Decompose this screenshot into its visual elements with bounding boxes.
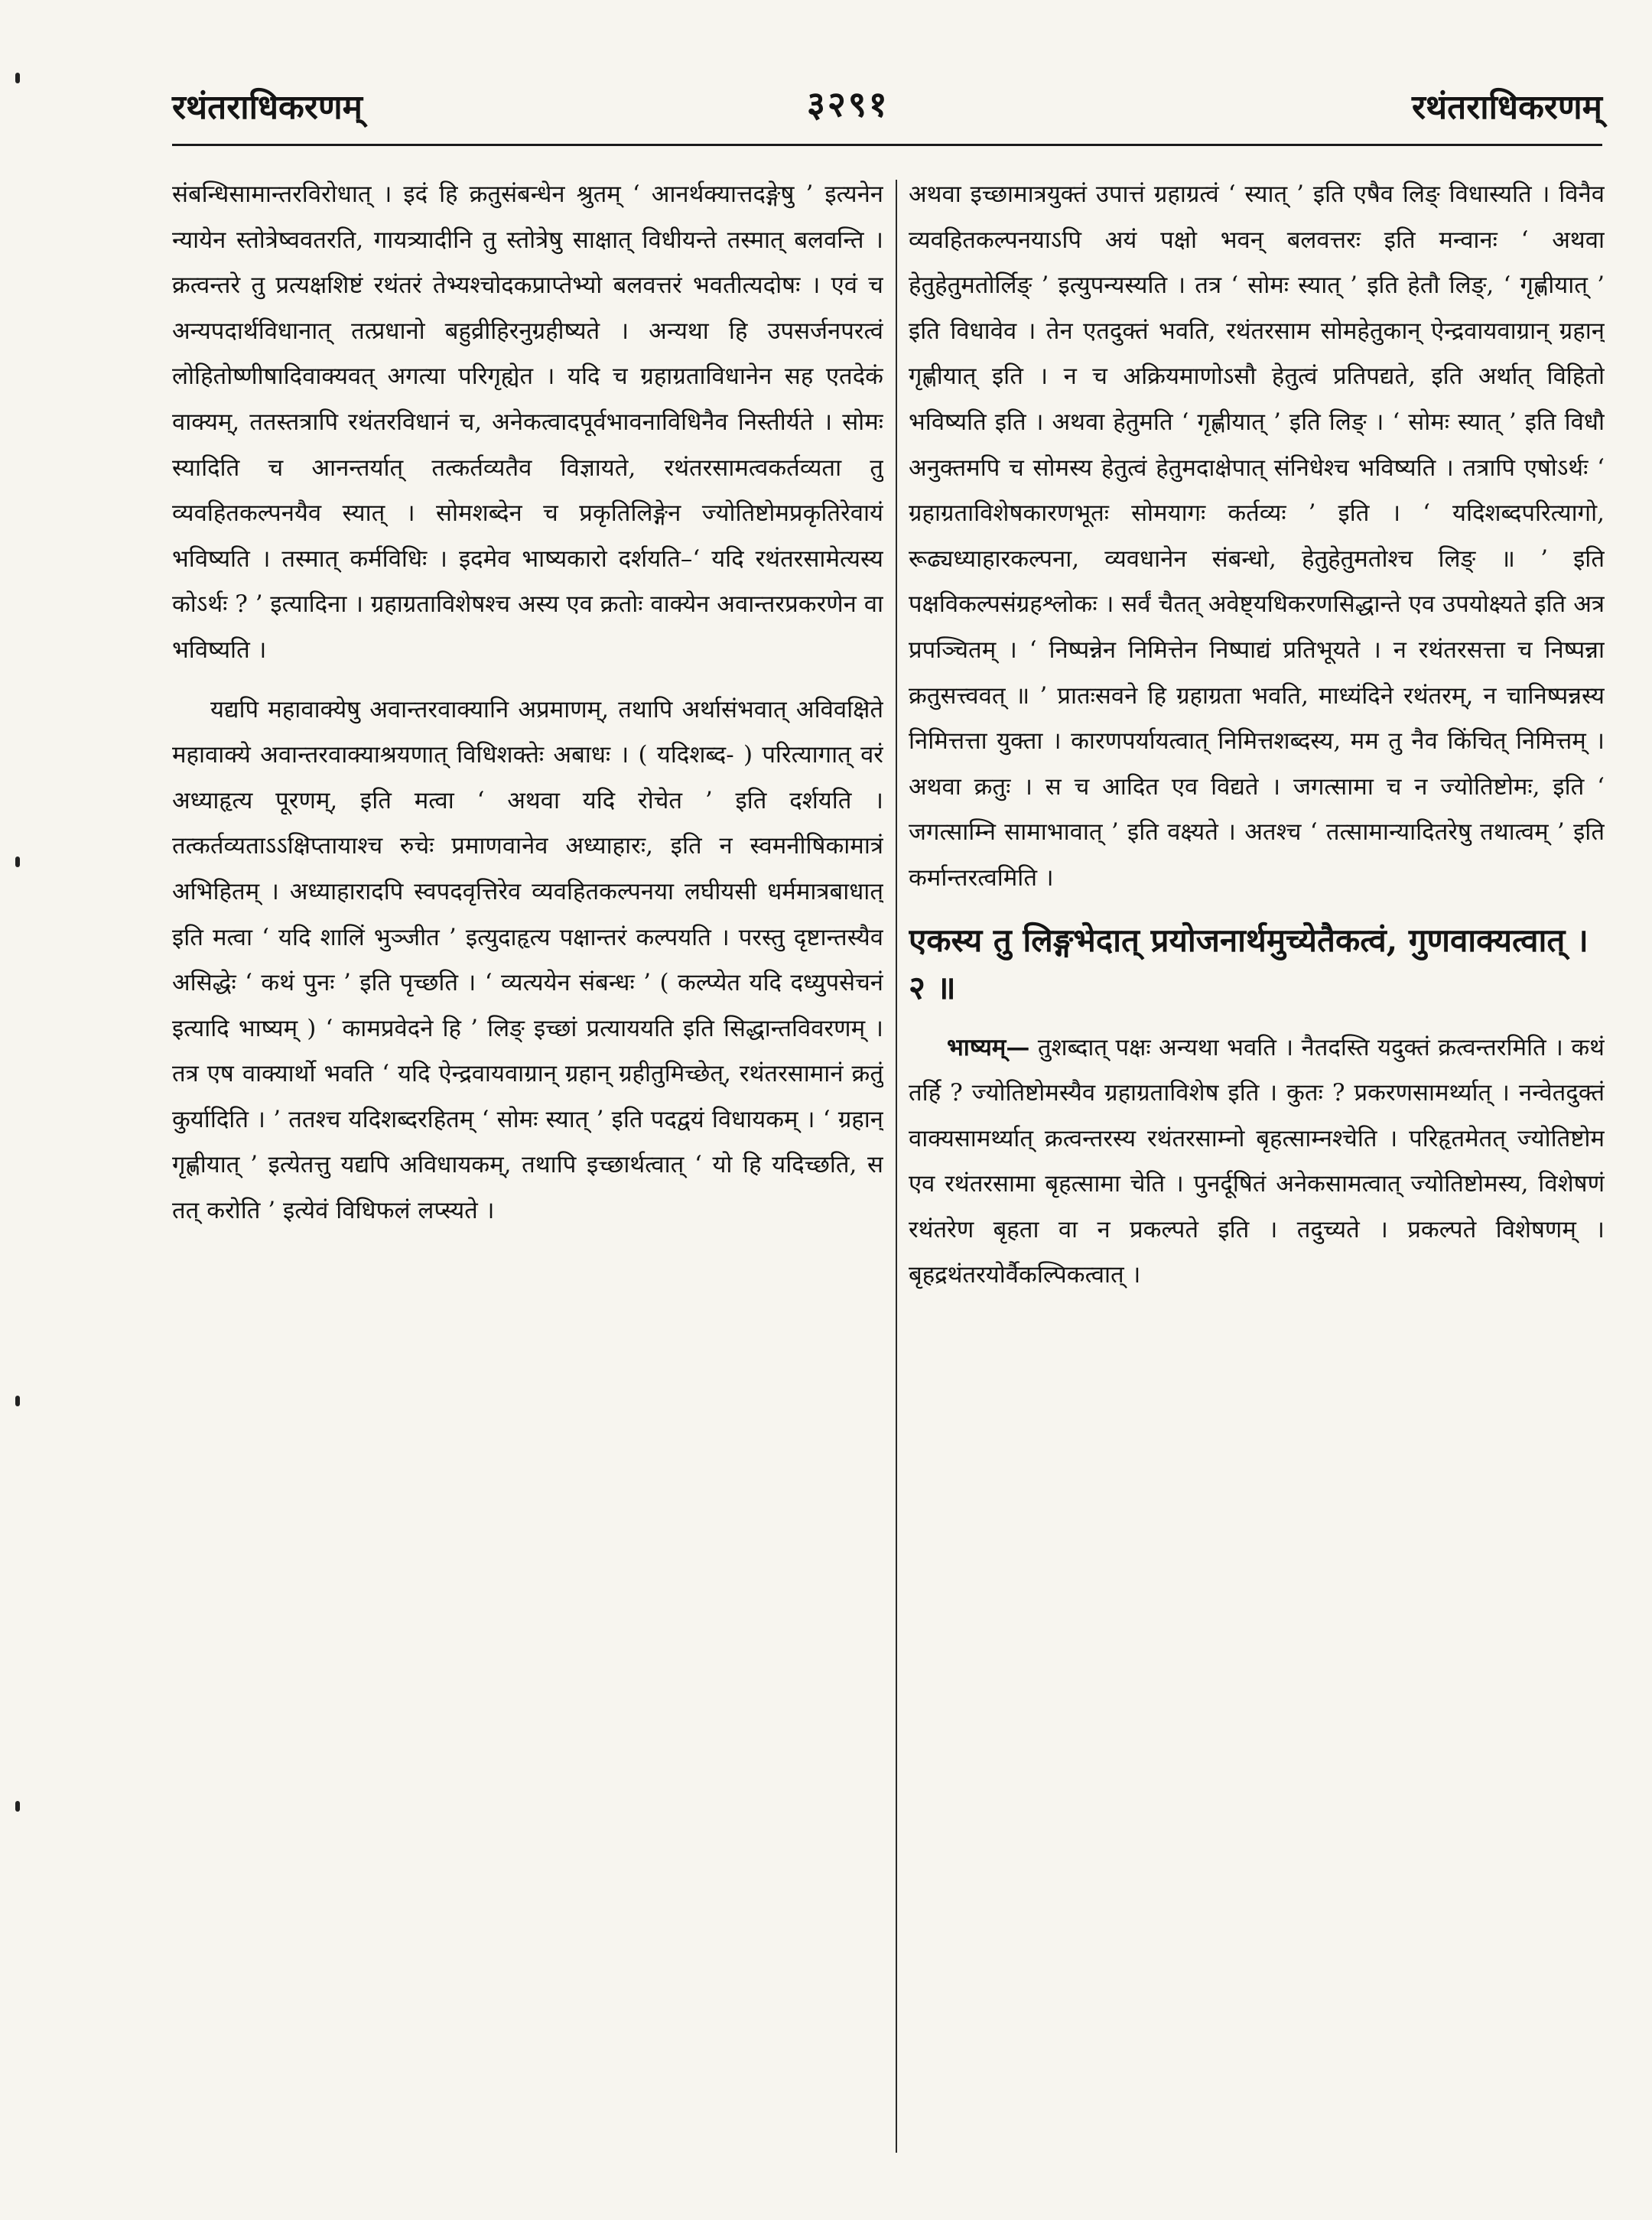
margin-mark xyxy=(15,73,20,83)
bhashya-text: तुशब्दात् पक्षः अन्यथा भवति । नैतदस्ति यदुक्तं क्रत्वन्तरमिति । कथं तर्हि ? ज्योतिष्टोमस्यैव ग्रहाग्रताविशेष इति । कुतः ? प्रकरणसामर्थ्यात् । नन्वेतदुक्तं वाक्यसामर्थ्यात् क्रत्वन्तरस्य रथंतरसाम्नो बृहत्साम्नश्चेति । परिहृतमेतत् ज्योतिष्टोम एव रथंतरसामा बृहत्सामा चेति । पुनर्दूषितं अनेकसामत्वात् ज्योतिष्टोमस्य, विशेषणं रथंतरेण बृहता वा न प्रकल्पते इति । तदुच्यते । प्रकल्पते विशेषणम् । बृहद्रथंतरयोर्वैकल्पिकत्वात् । xyxy=(909,1033,1605,1289)
header-right-title: रथंतराधिकरणम् xyxy=(1412,88,1602,127)
bhashya-label: भाष्यम्— xyxy=(947,1033,1030,1061)
left-paragraph-2: यद्यपि महावाक्येषु अवान्तरवाक्यानि अप्रमाणम्, तथापि अर्थासंभवात् अविवक्षिते महावाक्ये अवान्तरवाक्याश्रयणात् विधिशक्तेः अबाधः । ( यदिशब्द- ) परित्यागात् वरं अध्याहृत्य पूरणम्, इति मत्वा ‘ अथवा यदि रोचेत ’ इति दर्शयति । तत्कर्तव्यताऽऽक्षिप्तायाश्च रुचेः प्रमाणवानेव अध्याहारः, इति न स्वमनीषिकामात्रं अभिहितम् । अध्याहारादपि स्वपदवृत्तिरेव व्यवहितकल्पनया लघीयसी धर्ममात्रबाधात् इति मत्वा ‘ यदि शालिं भुञ्जीत ’ इत्युदाहृत्य पक्षान्तरं कल्पयति । परस्तु दृष्टान्तस्यैव असिद्धेः ‘ कथं पुनः ’ इति पृच्छति । ‘ व्यत्ययेन संबन्धः ’ ( कल्प्येत यदि दध्युपसेचनं इत्यादि भाष्यम् ) ‘ कामप्रवेदने हि ’ लिङ् इच्छां प्रत्याययति इति सिद्धान्तविवरणम् । तत्र एष वाक्यार्थो भवति ‘ यदि ऐन्द्रवायवाग्रान् ग्रहान् ग्रहीतुमिच्छेत्, रथंतरसामानं क्रतुं कुर्यादिति । ’ ततश्च यदिशब्दरहितम् ‘ सोमः स्यात् ’ इति पदद्वयं विधायकम् । ‘ ग्रहान् गृह्णीयात् ’ इत्येतत्तु यद्यपि अविधायकम्, तथापि इच्छार्थत्वात् ‘ यो हि यदिच्छति, स तत् करोति ’ इत्येवं विधिफलं लप्स्यते । xyxy=(172,695,883,1225)
margin-mark xyxy=(15,1396,20,1406)
header-left-title: रथंतराधिकरणम् xyxy=(172,88,363,127)
left-paragraph-1: संबन्धिसामान्तरविरोधात् । इदं हि क्रतुसंबन्धेन श्रुतम् ‘ आनर्थक्यात्तदङ्गेषु ’ इत्यनेन न्यायेन स्तोत्रेष्ववतरति, गायत्र्यादीनि तु स्तोत्रेषु साक्षात् विधीयन्ते तस्मात् बलवन्ति । क्रत्वन्तरे तु प्रत्यक्षशिष्टं रथंतरं तेभ्यश्चोदकप्राप्तेभ्यो बलवत्तरं भवतीत्यदोषः । एवं च अन्यपदार्थविधानात् तत्प्रधानो बहुव्रीहिरनुग्रहीष्यते । अन्यथा हि उपसर्जनपरत्वं लोहितोष्णीषादिवाक्यवत् अगत्या परिगृह्येत । यदि च ग्रहाग्रताविधानेन सह एतदेकं वाक्यम्, ततस्तत्रापि रथंतरविधानं च, अनेकत्वादपूर्वभावनाविधिनैव निस्तीर्यते । सोमः स्यादिति च आनन्तर्यात् तत्कर्तव्यतैव विज्ञायते, रथंतरसामत्वकर्तव्यता तु व्यवहितकल्पनयैव स्यात् । सोमशब्देन च प्रकृतिलिङ्गेन ज्योतिष्टोमप्रकृतिरेवायं भविष्यति । तस्मात् कर्मविधिः । इदमेव भाष्यकारो दर्शयति–‘ यदि रथंतरसामेत्यस्य कोऽर्थः ? ’ इत्यादिना । ग्रहाग्रताविशेषश्च अस्य एव क्रतोः वाक्येन अवान्तरप्रकरणेन वा भविष्यति । xyxy=(172,180,883,664)
bhashya-paragraph xyxy=(909,1025,1605,1299)
margin-mark xyxy=(15,1801,20,1812)
right-column xyxy=(909,172,1605,2183)
right-paragraph-1: अथवा इच्छामात्रयुक्तं उपात्तं ग्रहाग्रत्वं ‘ स्यात् ’ इति एषैव लिङ् विधास्यति । विनैव व्यवहितकल्पनयाऽपि अयं पक्षो भवन् बलवत्तरः इति मन्वानः ‘ अथवा हेतुहेतुमतोर्लिङ् ’ इत्युपन्यस्यति । तत्र ‘ सोमः स्यात् ’ इति हेतौ लिङ्, ‘ गृह्णीयात् ’ इति विधावेव । तेन एतदुक्तं भवति, रथंतरसाम सोमहेतुकान् ऐन्द्रवायवाग्रान् ग्रहान् गृह्णीयात् इति । न च अक्रियमाणोऽसौ हेतुत्वं प्रतिपद्यते, इति अर्थात् विहितो भविष्यति इति । अथवा हेतुमति ‘ गृह्णीयात् ’ इति लिङ् । ‘ सोमः स्यात् ’ इति विधौ अनुक्तमपि च सोमस्य हेतुत्वं हेतुमदाक्षेपात् संनिधेश्च भविष्यति । तत्रापि एषोऽर्थः ‘ ग्रहाग्रताविशेषकारणभूतः सोमयागः कर्तव्यः ’ इति । ‘ यदिशब्दपरित्यागो, रूढ्यध्याहारकल्पना, व्यवधानेन संबन्धो, हेतुहेतुमतोश्च लिङ् ॥ ’ इति पक्षविकल्पसंग्रहश्लोकः । सर्वं चैतत् अवेष्ट्यधिकरणसिद्धान्ते एव उपयोक्ष्यते इति अत्र प्रपञ्चितम् । ‘ निष्पन्नेन निमित्तेन निष्पाद्यं प्रतिभूयते । न रथंतरसत्ता च निष्पन्ना क्रतुसत्त्ववत् ॥ ’ प्रातःसवने हि ग्रहाग्रता भवति, माध्यंदिने रथंतरम्, न चानिष्पन्नस्य निमित्तत्ता युक्ता । कारणपर्यायत्वात् निमित्तशब्दस्य, मम तु नैव किंचित् निमित्तम् । अथवा क्रतुः । स च आदित एव विद्यते । जगत्सामा च न ज्योतिष्टोमः, इति ‘ जगत्साम्नि सामाभावात् ’ इति वक्ष्यते । अतश्च ‘ तत्सामान्यादितरेषु तथात्वम् ’ इति कर्मान्तरत्वमिति । xyxy=(909,180,1605,892)
column-divider xyxy=(896,180,897,2153)
page-number: ३२९१ xyxy=(807,83,889,125)
sutra-heading: एकस्य तु लिङ्गभेदात् प्रयोजनार्थमुच्येतैकत्वं, गुणवाक्यत्वात् । २ ॥ xyxy=(909,921,1589,1006)
left-column xyxy=(172,172,883,2183)
margin-mark xyxy=(15,856,20,867)
running-header xyxy=(172,83,1602,146)
